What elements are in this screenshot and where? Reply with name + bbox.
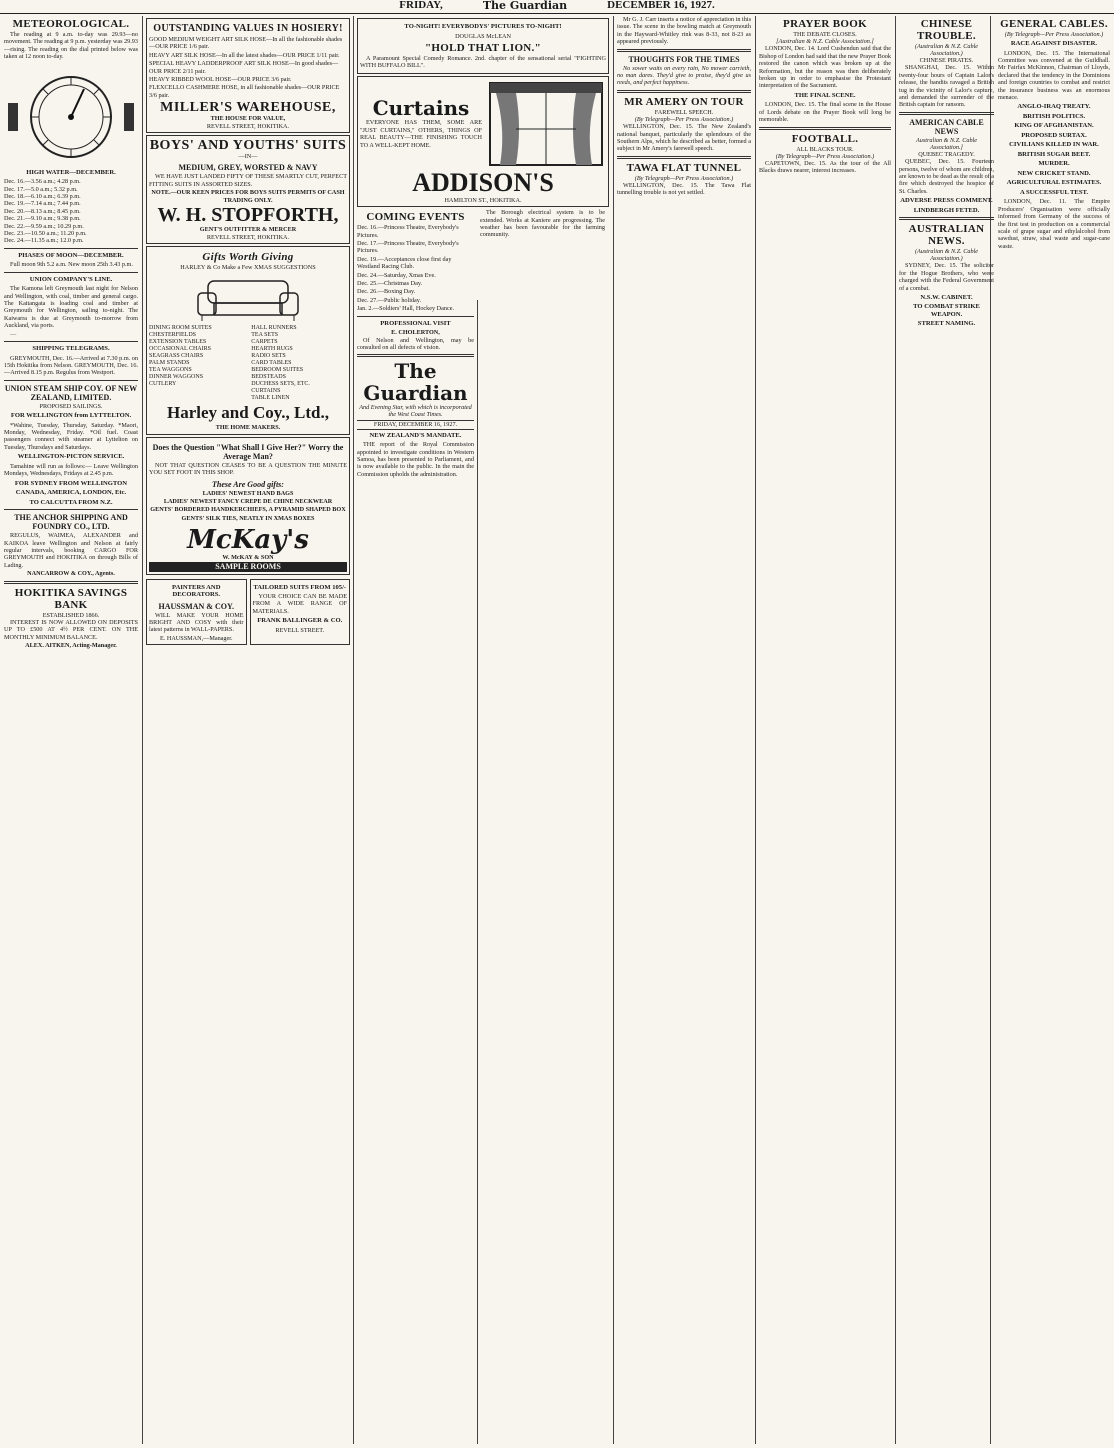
haussman-name: HAUSSMAN & COY. <box>158 601 234 611</box>
mandate-text: THE report of the Royal Commission appointed to investigate conditions in Western Samoa, has been presented to Parliament, and is now available to the public. In the main the Commission upholds the administration. <box>357 441 474 478</box>
curtains-text: EVERYONE HAS THEM, SOME ARE "JUST CURTAINS," OTHERS, THINGS OF REAL BEAUTY—THE FINISHING TOUCH TO A WELL-KEPT HOME. <box>360 119 482 149</box>
good-gift-item: GENTS' BORDERED HANDKERCHIEFS, A PYRAMID SHAPED BOX <box>150 506 346 514</box>
good-gift-item: LADIES' NEWEST HAND BAGS <box>202 489 294 497</box>
gift-item: SEAGRASS CHAIRS <box>149 353 204 360</box>
chinese-sub: CHINESE PIRATES. <box>919 57 974 64</box>
canada-heading: CANADA, AMERICA, LONDON, Etc. <box>15 489 127 497</box>
addisons-address: HAMILTON ST., HOKITIKA. <box>444 196 522 204</box>
combat-heading: TO COMBAT STRIKE WEAPON. <box>913 303 980 318</box>
high-water-heading: HIGH WATER—DECEMBER. <box>26 168 116 176</box>
column-chinese <box>899 16 994 1444</box>
millers-sub: THE HOUSE FOR VALUE, <box>210 115 286 123</box>
prayer-sub: THE DEBATE CLOSES. <box>793 31 857 38</box>
curtains-heading: Curtains <box>372 96 470 121</box>
cricket-heading: NEW CRICKET STAND. <box>1017 169 1091 177</box>
gift-item: CUTLERY <box>149 381 177 388</box>
gift-item: TEA SETS <box>251 332 279 339</box>
tide-row: Dec. 19.—7.14 a.m.; 7.44 p.m. <box>4 200 81 208</box>
prayer-heading: PRAYER BOOK <box>783 18 867 30</box>
tide-row: Dec. 21.—9.10 a.m.; 9.38 p.m. <box>4 215 81 223</box>
event-item: Jan. 2.—Soldiers' Hall, Hockey Dance. <box>357 305 454 313</box>
guardian-heading: The Guardian <box>363 359 468 406</box>
millers-name: MILLER'S WAREHOUSE, <box>160 100 336 116</box>
question-ad <box>146 437 350 575</box>
good-gifts-list <box>149 490 347 523</box>
cable-wire: Australian & N.Z. Cable Association.] <box>915 136 978 151</box>
meteorological-heading: METEOROLOGICAL. <box>12 18 130 30</box>
vienna-heading: MURDER. <box>1038 160 1070 168</box>
lyttelton-heading: FOR WELLINGTON from LYTTELTON. <box>10 412 132 420</box>
success-text: LONDON, Dec. 11. The Empire Producers' Organisation were officially informed from Germany of the success of the first test in production on a commercial scale of grape sugar and ethylalcohol from sawdust, straw, sisal waste and sugar-cane waste. <box>998 198 1110 250</box>
good-gift-item: GENTS' SILK TIES, NEATLY IN XMAS BOXES <box>181 514 315 522</box>
football-sub: ALL BLACKS TOUR. <box>796 145 854 153</box>
mckay-sub: W. McKAY & SON <box>222 554 274 562</box>
amery-text: WELLINGTON, Dec. 15. The New Zealand's national banquet, particularly the splendours of the Southern Alps, which he described as better, formed a subject in Mr Amery's farewell speech. <box>617 123 751 153</box>
thoughts-heading: THOUGHTS FOR THE TIMES <box>628 54 740 64</box>
shipping-text: GREYMOUTH, Dec. 16.—Arrived at 7.30 p.m. on 15th Hokitika from Nelson. GREYMOUTH, Dec. 16.—Arrived 8.15 p.m. Regulus from Westport. <box>4 354 138 377</box>
cables-wire: (By Telegraph—Per Press Association.) <box>1004 31 1104 38</box>
cable-text: QUEBEC, Dec. 15. Fourteen persons, twelve of whom are children, are known to be dead as the result of a fire which destroyed the hospice of St. Charles. <box>899 158 994 195</box>
australian-heading: AUSTRALIAN NEWS. <box>908 223 985 248</box>
bank-text: INTEREST IS NOW ALLOWED ON DEPOSITS UP TO £500 AT 4½ PER CENT. ON THE MONTHLY MINIMUM BALANCE. <box>4 618 138 641</box>
hosiery-heading: OUTSTANDING VALUES IN HOSIERY! <box>153 23 343 34</box>
picton-text: Tamahine will run as follows:— Leave Wellington Mondays, Wednesdays, Fridays at 2.45 p.m. <box>4 462 138 478</box>
moon-text: Full moon 9th 5.2 a.m. New moon 25th 3.43 p.m. <box>10 261 133 269</box>
column-rule <box>353 16 354 1444</box>
hosiery-item: SPECIAL HEAVY LADDERPROOF ART SILK HOSE—In good shades—OUR PRICE 2/11 pair. <box>149 60 339 75</box>
ballinger-address: REVELL STREET. <box>275 626 325 634</box>
anchor-agent: NANCARROW & COY., Agents. <box>27 570 115 578</box>
event-item: Dec. 17.—Princess Theatre, Everybody's Pictures. <box>357 239 459 255</box>
column-general-cables <box>998 16 1110 1444</box>
politics-heading: BRITISH POLITICS. <box>1022 112 1086 120</box>
race-text: LONDON, Dec. 15. The International Committee was convened at the Guildhall. Mr Fairfax McKinnon, Chairman of Lloyds, declared that the tendency in the Dominions and foreign countries to combat and restrict the insurance business was an enormous menace. <box>998 49 1110 101</box>
uss-sub: PROPOSED SAILINGS. <box>39 402 103 410</box>
lindbergh-heading: LINDBERGH FETED. <box>913 206 980 214</box>
good-gifts-heading: These Are Good gifts: <box>212 479 284 489</box>
tide-row: Dec. 22.—9.59 a.m.; 10.29 p.m. <box>4 222 84 230</box>
column-rule <box>895 16 896 1444</box>
pictures-heading: TO-NIGHT! EVERYBODYS' PICTURES TO-NIGHT! <box>404 23 562 30</box>
harley-ad <box>146 246 350 435</box>
event-item: Dec. 25.—Christmas Day. <box>357 279 423 287</box>
editorial-continued <box>480 209 605 479</box>
tawa-text: WELLINGTON, Dec. 15. The Tawa Flat tunnelling trouble is not yet settled. <box>617 181 751 197</box>
hosiery-item: HEAVY ART SILK HOSE—In all the latest shades—OUR PRICE 1/11 pair. <box>149 51 340 59</box>
hosiery-ad <box>146 18 350 133</box>
suits-heading: BOYS' AND YOUTHS' SUITS <box>149 138 347 154</box>
tide-row: Dec. 18.—6.10 a.m.; 6.39 p.m. <box>4 192 81 200</box>
hosiery-item: GOOD MEDIUM WEIGHT ART SILK HOSE—In all the fashionable shades—OUR PRICE 1/6 pair. <box>149 36 343 51</box>
final-scene-heading: THE FINAL SCENE. <box>794 91 856 99</box>
professional-name: E. CHOLERTON, <box>391 329 440 337</box>
pictures-ad <box>357 18 609 74</box>
question-heading: Does the Question "What Shall I Give Her?" Worry the Average Man? <box>152 442 344 461</box>
cables-heading: GENERAL CABLES. <box>1000 18 1108 30</box>
event-item: Dec. 19.—Acceptances close first day Westland Racing Club. <box>357 255 452 271</box>
tawa-wire: (By Telegraph—Per Press Association.) <box>634 174 734 182</box>
hosiery-list <box>149 36 347 99</box>
column-rule <box>142 16 143 1444</box>
column-rule <box>613 16 614 1444</box>
thoughts-text: No sower waits on every rain, No mower carrieth, no man dares. They'd give to praise, they'd give us reeds, and perfect happiness. <box>617 64 751 87</box>
gift-item: RADIO SETS <box>251 353 286 360</box>
question-text: NOT THAT QUESTION CEASES TO BE A QUESTION THE MINUTE YOU SET FOOT IN THIS SHOP. <box>149 461 347 477</box>
gift-item: CURTAINS <box>251 388 281 395</box>
prayer-text: LONDON, Dec. 14. Lord Cushendun said that the Bishop of London had said that the new Prayer Book restored the canon which was broken up at the Reformation, but the reason was then deliberately broken up in order to emphasise the Protestant interpretation of the Sacrament. <box>759 45 891 90</box>
gifts-table <box>149 325 347 402</box>
union-text: The Kamona left Greymouth last night for Nelson and Wellington, with coal, timber and general cargo. The Kaitangata is loading coal and timber at Greymouth for Wellington, sailing to-night. The Kaiwarra is due at Greymouth to-morrow from Auckland, via ports. <box>4 285 138 330</box>
harley-name: Harley and Coy., Ltd., <box>167 403 329 423</box>
sydney-heading: FOR SYDNEY FROM WELLINGTON <box>14 479 128 487</box>
masthead-date: DECEMBER 16, 1927. <box>607 0 715 11</box>
mandate-heading: NEW ZEALAND'S MANDATE. <box>369 431 462 439</box>
football-text: CAPETOWN, Dec. 15. As the tour of the All Blacks draws nearer, interest increases. <box>759 159 891 175</box>
column-editorial <box>357 16 609 1444</box>
gift-item: EXTENSION TABLES <box>149 339 207 346</box>
tailored-text: YOUR CHOICE CAN BE MADE FROM A WIDE RANGE OF MATERIALS. <box>252 593 347 615</box>
tailored-heading: TAILORED SUITS FROM 105/- <box>253 583 347 591</box>
bank-established: ESTABLISHED 1866. <box>42 611 100 619</box>
union-heading: UNION COMPANY'S LINE. <box>29 275 113 283</box>
gift-item: HEARTH RUGS <box>251 346 293 353</box>
football-heading: FOOTBALL. <box>791 132 859 145</box>
treaty-heading: ANGLO-IRAQ TREATY. <box>1017 103 1091 111</box>
cable-sub: QUEBEC TRAGEDY. <box>918 150 975 158</box>
amery-sub: FAREWELL SPEECH. <box>654 108 714 116</box>
final-scene-text: LONDON, Dec. 15. The final scene in the House of Lords debate on the Prayer Book will long be memorable. <box>759 101 891 124</box>
suits-note: NOTE.—OUR KEEN PRICES FOR BOYS SUITS PERMITS OF CASH TRADING ONLY. <box>151 189 345 204</box>
amery-wire: (By Telegraph—Per Press Association.) <box>634 116 734 124</box>
shipping-heading: SHIPPING TELEGRAMS. <box>32 345 110 353</box>
gift-item: TEA WAGGONS <box>149 367 192 374</box>
gift-item: OCCASIONAL CHAIRS <box>149 346 211 353</box>
nsw-heading: N.S.W. CABINET. <box>920 293 973 301</box>
calcutta-heading: TO CALCUTTA FROM N.Z. <box>29 498 113 506</box>
gifts-sub: HARLEY & Co Make a Few XMAS SUGGESTIONS <box>180 263 316 271</box>
amery-heading: MR AMERY ON TOUR <box>624 95 744 108</box>
adverse-heading: ADVERSE PRESS COMMENT. <box>900 197 993 205</box>
masthead-day: FRIDAY, <box>399 0 443 11</box>
naming-heading: STREET NAMING. <box>917 320 976 328</box>
haussman-signature: E. HAUSSMAN,—Manager. <box>159 634 233 642</box>
stopforth-sub: GENT'S OUTFITTER & MERCER <box>199 226 297 234</box>
surtax-heading: PROPOSED SURTAX. <box>1021 131 1087 139</box>
gift-item: DUCHESS SETS, ETC. <box>251 381 310 388</box>
union-text-filler: — <box>10 330 17 338</box>
agri-heading: AGRICULTURAL ESTIMATES. <box>1006 179 1102 187</box>
gift-item: DINNER WAGGONS <box>149 374 204 381</box>
barometer-dial-icon <box>6 63 136 167</box>
gift-item: PALM STANDS <box>149 360 190 367</box>
prayer-wire: [Australian & N.Z. Cable Association.] <box>776 38 874 46</box>
column-prayer-book <box>759 16 891 1444</box>
addisons-ad <box>357 76 609 207</box>
masthead <box>0 0 1114 14</box>
bank-signature: ALEX. AITKEN, Acting-Manager. <box>25 642 117 650</box>
meteorological-text: The reading at 9 a.m. to-day was 29.93—no movement. The reading at 9 p.m. yesterday was 29.93—rising. The reading on the dial printed below was taken at 12 noon to-day. <box>4 31 138 61</box>
anchor-text: REGULUS, WAIMEA, ALEXANDER and KAIKOA leave Wellington and Nelson at fairly regular intervals, booking CARGO FOR GREYMOUTH and HOKITIKA on through Bills of Lading. <box>4 532 138 569</box>
editorial-text: The Borough electrical system is to be extended. Works at Kaniere are progressing. The weather has been favourable for the farming community. <box>480 209 605 239</box>
gift-item: CARD TABLES <box>251 360 292 367</box>
suits-ad <box>146 135 350 244</box>
event-item: Dec. 16.—Princess Theatre, Everybody's Pictures. <box>357 224 459 239</box>
uss-heading: UNION STEAM SHIP COY. OF NEW ZEALAND, LIMITED. <box>4 383 138 402</box>
events-column <box>357 209 474 479</box>
mckay-rooms: SAMPLE ROOMS <box>149 562 347 572</box>
column-local-news <box>617 16 751 1444</box>
gift-item: HALL RUNNERS <box>251 325 297 332</box>
ballinger-ad <box>250 579 351 646</box>
hosiery-item: HEAVY RIBBED WOOL HOSE—OUR PRICE 3/6 pair. <box>149 76 292 84</box>
afghan-heading: KING OF AFGHANISTAN. <box>1014 122 1094 130</box>
column-advertisements <box>146 16 350 1444</box>
suits-text: WE HAVE JUST LANDED FIFTY OF THESE SMARTLY CUT, PERFECT FITTING SUITS IN ASSORTED SIZES. <box>149 173 347 188</box>
tawa-heading: TAWA FLAT TUNNEL <box>626 161 742 174</box>
tide-table <box>4 178 138 245</box>
painters-heading: PAINTERS AND DECORATORS. <box>172 583 221 599</box>
anchor-heading: THE ANCHOR SHIPPING AND FOUNDRY CO., LTD. <box>14 513 128 532</box>
haussman-text: WILL MAKE YOUR HOME BRIGHT AND COSY with their latest patterns in WALL-PAPERS. <box>149 611 244 634</box>
sugar-heading: BRITISH SUGAR BEET. <box>1017 150 1091 158</box>
millers-address: REVELL STREET, HOKITIKA. <box>206 122 290 130</box>
window-curtains-icon <box>486 79 606 169</box>
masthead-paper: The Guardian <box>482 0 568 12</box>
professional-text: Of Nelson and Wellington, may be consulted on all defects of vision. <box>357 336 474 351</box>
armchair-icon <box>188 273 308 323</box>
gift-item: BEDSTEADS <box>251 374 286 381</box>
events-heading: COMING EVENTS <box>366 211 465 224</box>
tide-row: Dec. 24.—11.35 a.m.; 12.0 p.m. <box>4 237 84 245</box>
tide-row: Dec. 20.—8.13 a.m.; 8.45 p.m. <box>4 207 81 215</box>
event-item: Dec. 26.—Boxing Day. <box>357 288 416 296</box>
picton-heading: WELLINGTON-PICTON SERVICE. <box>17 453 125 461</box>
guardian-date: FRIDAY, DECEMBER 16, 1927. <box>357 420 474 429</box>
event-item: Dec. 24.—Saturday, Xmas Eve. <box>357 271 436 279</box>
cable-heading: AMERICAN CABLE NEWS <box>909 117 984 136</box>
mckay-logo: McKay's <box>187 525 309 556</box>
chinese-heading: CHINESE TROUBLE. <box>917 18 976 42</box>
tide-row: Dec. 23.—10.50 a.m.; 11.20 p.m. <box>4 229 87 237</box>
suits-sub: MEDIUM, GREY, WORSTED & NAVY <box>178 163 318 173</box>
stopforth-address: REVELL STREET, HOKITIKA. <box>206 233 290 241</box>
pictures-title: "HOLD THAT LION." <box>424 41 542 54</box>
pictures-text: A Paramount Special Comedy Romance. 2nd. chapter of the sensational serial "FIGHTING WITH BUFFALO BILL". <box>360 54 606 70</box>
chinese-wire: (Australian & N.Z. Cable Association.) <box>914 43 979 57</box>
football-wire: (By Telegraph—Per Press Association.) <box>775 152 875 160</box>
gift-item: CHESTERFIELDS <box>149 332 197 339</box>
haussman-ad <box>146 579 247 646</box>
pictures-star: DOUGLAS McLEAN <box>455 32 511 40</box>
column-rule <box>755 16 756 1444</box>
tide-row: Dec. 16.—3.56 a.m.; 4.28 p.m. <box>4 178 81 186</box>
suits-in: —IN— <box>238 153 258 161</box>
moon-heading: PHASES OF MOON—DECEMBER. <box>18 251 124 259</box>
chinese-text: SHANGHAI, Dec. 15. Within twenty-four hours of Captain Lalor's release, the bandits ravaged a British tug in the vicinity of Lalor's capture, and demanded the surrender of the British captain for ransom. <box>899 64 994 109</box>
addisons-name: ADDISON'S <box>412 167 554 197</box>
bank-heading: HOKITIKA SAVINGS BANK <box>14 586 128 611</box>
australian-wire: (Australian & N.Z. Cable Association.) <box>914 248 979 263</box>
ballinger-name: FRANK BALLINGER & CO. <box>257 617 343 625</box>
success-heading: A SUCCESSFUL TEST. <box>1019 188 1089 196</box>
bottom-ads <box>146 577 350 648</box>
professional-heading: PROFESSIONAL VISIT <box>380 319 451 327</box>
gift-item: BEDROOM SUITES <box>251 367 304 374</box>
gift-item: CARPETS <box>251 339 278 346</box>
stopforth-name: W. H. STOPFORTH, <box>157 204 339 227</box>
gift-item: DINING ROOM SUITES <box>149 325 212 332</box>
civilians-heading: CIVILIANS KILLED IN WAR. <box>1009 141 1099 149</box>
good-gift-item: LADIES' NEWEST FANCY CREPE DE CHINE NECKWEAR <box>163 497 333 505</box>
lyttelton-text: *Wahine, Tuesday, Thursday, Saturday. *Maori, Monday, Wednesday, Friday. *Oil fuel. Coast passengers connect with steamer at Lyttelton on Tuesday, Thursdays and Saturdays. <box>4 421 138 451</box>
event-item: Dec. 27.—Public holiday. <box>357 296 422 304</box>
race-heading: RACE AGAINST DISASTER. <box>1010 40 1098 47</box>
guardian-sub: And Evening Star, with which is incorporated the West Coast Times. <box>359 404 472 419</box>
gifts-heading: Gifts Worth Giving <box>202 250 294 263</box>
events-list <box>357 224 474 312</box>
column-shipping <box>4 16 138 1444</box>
harley-sub: THE HOME MAKERS. <box>215 424 281 432</box>
australian-text: SYDNEY, Dec. 15. The solicitor for the Hogue Brothers, who were charged with the Federal Government of a combat. <box>899 262 994 292</box>
hosiery-item: FLEXCELLO CASHMERE HOSE, in all fashionable shades—OUR PRICE 3/6 pair. <box>149 84 340 99</box>
local-intro-text: Mr G. J. Carr inserts a notice of appreciation in this issue. The scene in the bowling match at Greymouth in the Hayward-Whitley rink was 8-33, not 8-23 as appeared previously. <box>617 16 751 46</box>
gift-item: TABLE LINEN <box>251 395 290 402</box>
tide-row: Dec. 17.—5.0 a.m.; 5.32 p.m. <box>4 185 78 193</box>
